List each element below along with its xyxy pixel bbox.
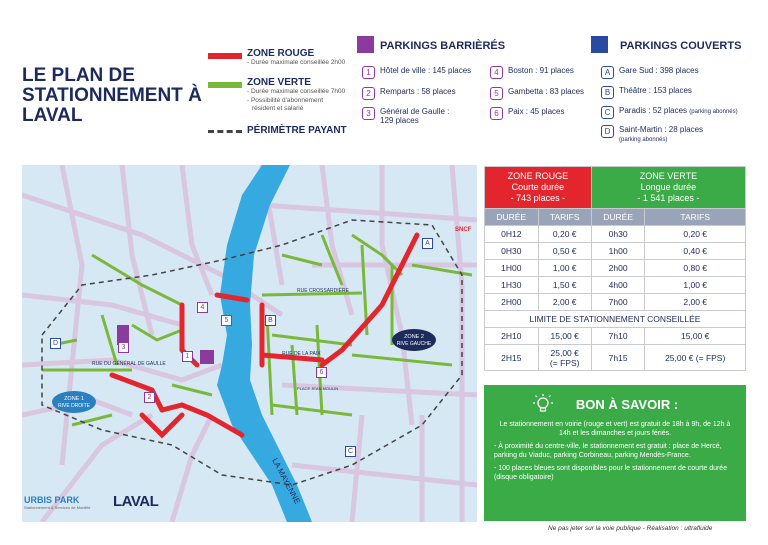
parking-name: Théâtre : 153 places — [619, 86, 692, 95]
table-cell: 1,00 € — [645, 277, 746, 294]
table-cell: 0,20 € — [645, 226, 746, 243]
parking-badge: A — [601, 66, 614, 79]
parking-item-D — [601, 125, 703, 143]
table-cell: 2H00 — [485, 294, 539, 311]
table-cell: 25,00 € (= FPS) — [645, 345, 746, 371]
street-label-paix: RUE DE LA PAIX — [282, 351, 321, 357]
map-marker-1[interactable]: 1 — [182, 351, 193, 362]
legend-verte-sub3: résident et salarié — [252, 105, 304, 112]
legend-rouge-label: ZONE ROUGE — [247, 48, 315, 59]
map-marker-D[interactable]: D — [50, 338, 61, 349]
parking-1-building — [200, 350, 214, 364]
table-cell: 15,00 € — [538, 328, 591, 345]
table-cell: 1H00 — [485, 260, 539, 277]
legend-perimetre-label: PÉRIMÈTRE PAYANT — [247, 125, 347, 136]
zone2-bubble — [392, 329, 436, 351]
table-cell: 0H30 — [485, 243, 539, 260]
couverts-color-square — [591, 36, 608, 53]
urbis-logo-text: URBIS PARK — [24, 495, 80, 505]
table-row — [485, 260, 746, 277]
map-marker-5[interactable]: 5 — [221, 315, 232, 326]
table-cell: 2H10 — [485, 328, 539, 345]
parking-badge: 1 — [362, 66, 375, 79]
urbis-logo-sub: Stationnement & Services de Mobilité — [24, 505, 91, 510]
zone-rouge-swatch — [208, 53, 242, 59]
table-cell: 0,80 € — [645, 260, 746, 277]
sncf-label: SNCF — [455, 227, 472, 233]
parking-places: 129 places — [380, 116, 419, 125]
limite-label: LIMITE DE STATIONNEMENT CONSEILLÉE — [485, 311, 746, 328]
map-marker-A[interactable]: A — [422, 238, 433, 249]
parking-badge: 3 — [362, 107, 375, 120]
footer-text: Ne pas jeter sur la voie publique - Réalisation : ultrafluide — [548, 525, 713, 532]
couverts-title: PARKINGS COUVERTS — [620, 40, 742, 52]
parking-item-2 — [362, 87, 456, 100]
table-cell: 2,00 € — [645, 294, 746, 311]
table-cell: 7h00 — [591, 294, 645, 311]
map-marker-B[interactable]: B — [265, 315, 276, 326]
river-label: LA MAYENNE — [270, 456, 302, 506]
limite-row — [485, 311, 746, 328]
table-cell: 1H30 — [485, 277, 539, 294]
legend-rouge-sub: - Durée maximale conseillée 2h00 — [247, 59, 346, 66]
street-label-gaulle: RUE DU GÉNÉRAL DE GAULLE — [92, 361, 166, 367]
map-marker-3[interactable]: 3 — [118, 342, 129, 353]
parking-note: (parking abonnés) — [689, 109, 738, 115]
map-marker-C[interactable]: C — [345, 446, 356, 457]
parking-name: Général de Gaulle : — [380, 107, 450, 116]
parking-name: Hôtel de ville : 145 places — [380, 66, 472, 75]
bon-text-1: Le stationnement en voirie (rouge et vert) est gratuit de 18h à 9h, de 12h à 14h et les dimanches et jours fériés. — [499, 421, 731, 437]
map-marker-2[interactable]: 2 — [144, 392, 155, 403]
legend-verte-sub1: - Durée maximale conseillée 7h00 — [247, 88, 346, 95]
verte-header-l3: - 1 541 places - — [637, 193, 700, 203]
parking-badge: C — [601, 106, 614, 119]
parking-item-4 — [490, 66, 574, 79]
parking-name: Boston : 91 places — [508, 66, 574, 75]
map-svg — [22, 165, 477, 522]
parking-item-B — [601, 86, 692, 99]
table-cell: 2h00 — [591, 260, 645, 277]
table-cell: 4h00 — [591, 277, 645, 294]
parking-item-6 — [490, 107, 564, 120]
table-cell: 0h30 — [591, 226, 645, 243]
table-cell: 1,00 € — [538, 260, 591, 277]
page-title: LE PLAN DE STATIONNEMENT À LAVAL — [22, 65, 202, 126]
verte-header-l1: ZONE VERTE — [639, 171, 698, 181]
zone1-label: ZONE 1 — [64, 396, 84, 402]
table-cell: 0H12 — [485, 226, 539, 243]
table-cell: 2,00 € — [538, 294, 591, 311]
parking-name: Saint-Martin : 28 places — [619, 125, 704, 134]
zone1-sub: RIVE DROITE — [58, 403, 90, 409]
tarifs-table — [484, 166, 746, 371]
table-cell: 7h15 — [591, 345, 645, 371]
table-cell — [538, 345, 591, 371]
legend-zone-verte — [247, 77, 345, 114]
table-cell: 2H15 — [485, 345, 539, 371]
map-marker-6[interactable]: 6 — [316, 367, 327, 378]
parking-note: (parking abonnés) — [619, 137, 668, 143]
table-row — [485, 328, 746, 345]
col-tarifs: TARIFS — [538, 209, 591, 226]
perimetre-swatch — [208, 130, 242, 133]
cell-line: 25,00 € — [550, 347, 579, 358]
table-cell: 0,40 € — [645, 243, 746, 260]
city-map[interactable] — [22, 165, 477, 522]
table-row — [485, 345, 746, 371]
street-label-crossardiere: RUE CROSSARDIÈRE — [297, 288, 349, 294]
bon-a-savoir-box — [484, 385, 746, 521]
place-label-moulin: PLACE JEAN MOULIN — [297, 386, 339, 391]
bon-title: BON À SAVOIR : — [575, 397, 679, 412]
parking-name: Paradis : 52 places — [619, 106, 688, 115]
table-row — [485, 243, 746, 260]
zone1-bubble — [52, 391, 96, 413]
table-cell: 7h10 — [591, 328, 645, 345]
table-row — [485, 277, 746, 294]
col-duree: DURÉE — [485, 209, 539, 226]
rouge-header-l2: Courte durée — [511, 182, 565, 192]
parking-item-3 — [362, 107, 449, 125]
rouge-header-l3: - 743 places - — [510, 193, 566, 203]
table-cell: 1,50 € — [538, 277, 591, 294]
cell-line: (= FPS) — [549, 357, 580, 368]
rouge-header-l1: ZONE ROUGE — [507, 171, 569, 181]
zone-verte-header — [591, 167, 745, 209]
legend-zone-rouge — [247, 48, 345, 68]
parking-badge: 6 — [490, 107, 503, 120]
zone2-sub: RIVE GAUCHE — [396, 341, 432, 347]
table-row — [485, 294, 746, 311]
parking-badge: 4 — [490, 66, 503, 79]
column-header-row — [485, 209, 746, 226]
parking-name: Gare Sud : 398 places — [619, 66, 699, 75]
parking-badge: B — [601, 86, 614, 99]
bon-text-3: - 100 places bleues sont disponibles pour le stationnement de courte durée (disque obligatoire) — [494, 465, 728, 481]
tarifs-header-row — [485, 167, 746, 209]
parking-item-A — [601, 66, 699, 79]
col-duree: DURÉE — [591, 209, 645, 226]
parking-badge: D — [601, 125, 614, 138]
table-cell: 0,50 € — [538, 243, 591, 260]
urbis-park-logo — [24, 495, 90, 510]
parking-name: Remparts : 58 places — [380, 87, 456, 96]
verte-header-l2: Longue durée — [640, 182, 697, 192]
parking-item-C — [601, 106, 738, 119]
zone-verte-swatch — [208, 82, 242, 88]
table-row — [485, 226, 746, 243]
table-cell: 0,20 € — [538, 226, 591, 243]
barrieres-color-square — [357, 36, 374, 53]
parking-badge: 5 — [490, 87, 503, 100]
parking-item-5 — [490, 87, 584, 100]
parking-name: Gambetta : 83 places — [508, 87, 585, 96]
zone-rouge-header — [485, 167, 592, 209]
zone2-label: ZONE 2 — [404, 334, 424, 340]
legend-verte-label: ZONE VERTE — [247, 77, 311, 88]
parking-name: Paix : 45 places — [508, 107, 565, 116]
legend-verte-sub2: - Possibilité d'abonnement — [247, 96, 324, 104]
parking-item-1 — [362, 66, 471, 79]
col-tarifs: TARIFS — [645, 209, 746, 226]
laval-logo: LAVAL — [113, 493, 159, 510]
table-cell: 1h00 — [591, 243, 645, 260]
barrieres-title: PARKINGS BARRIÈRÉS — [380, 40, 506, 52]
bon-text-2: - À proximité du centre-ville, le stationnement est gratuit : place de Hercé, parking du Viaduc, parking Corbineau, parking Mendès-France. — [494, 443, 722, 459]
map-marker-4[interactable]: 4 — [197, 302, 208, 313]
lightbulb-icon — [532, 393, 554, 415]
parking-badge: 2 — [362, 87, 375, 100]
table-cell: 15,00 € — [645, 328, 746, 345]
